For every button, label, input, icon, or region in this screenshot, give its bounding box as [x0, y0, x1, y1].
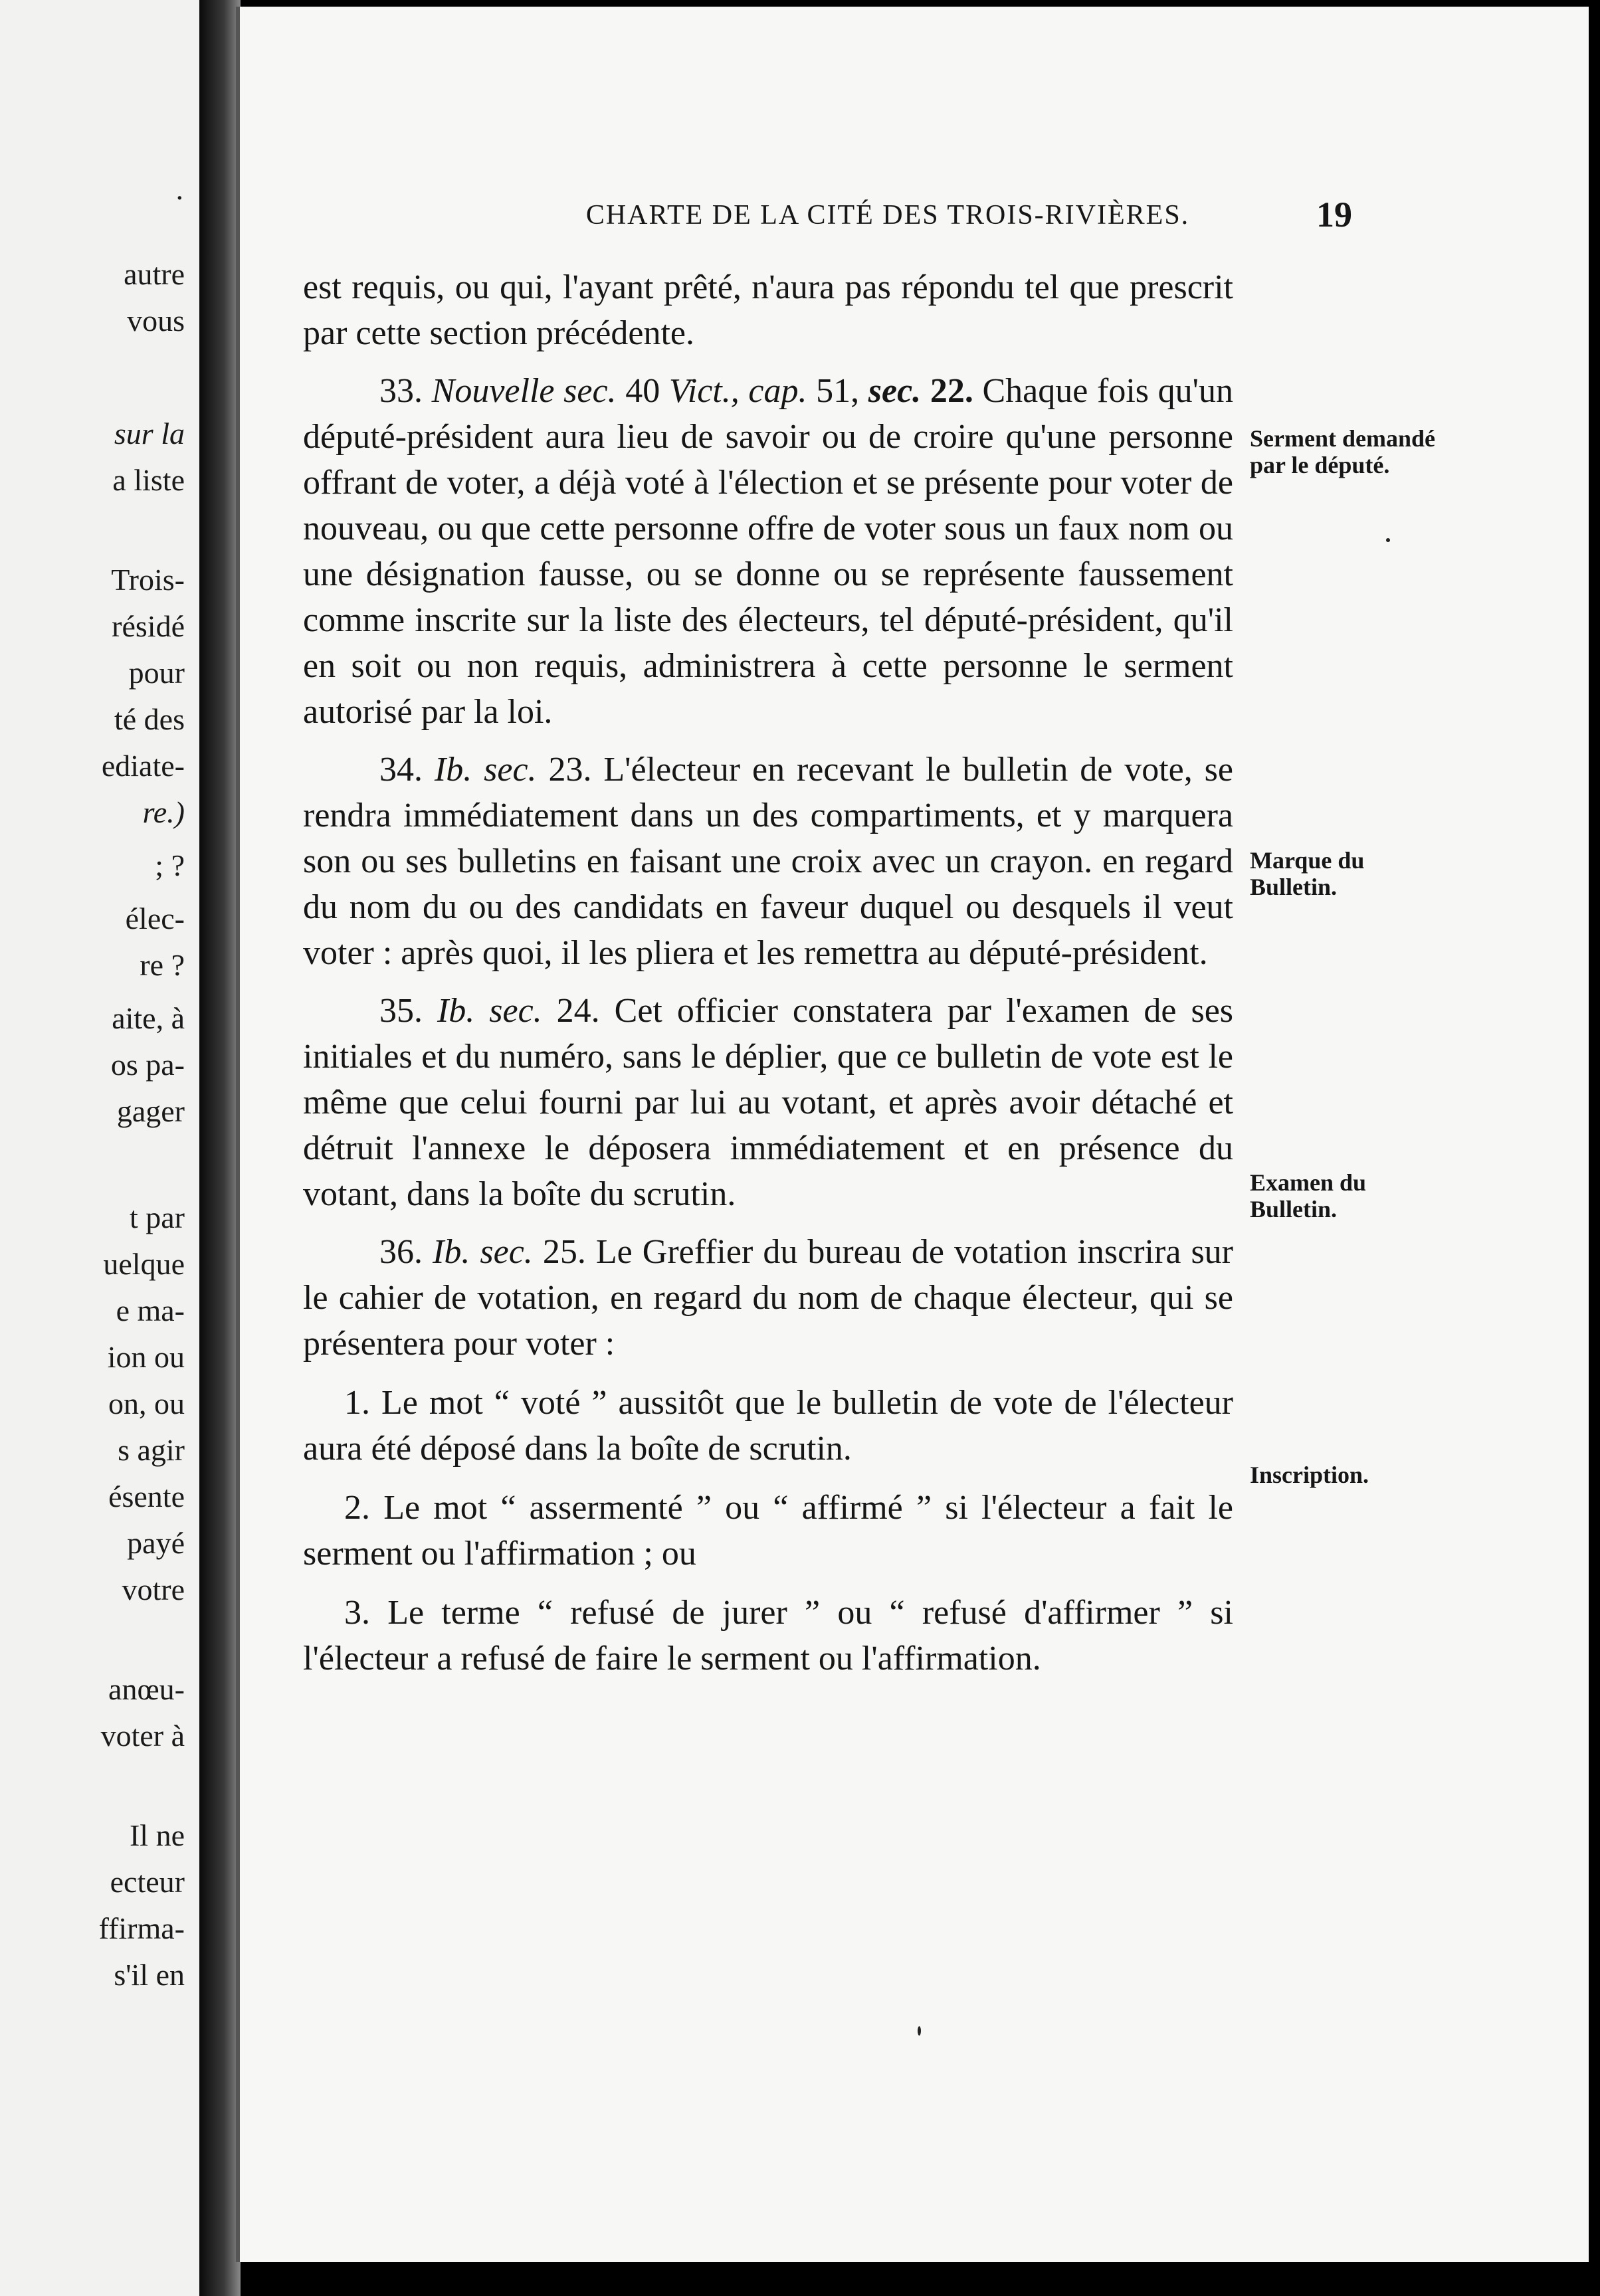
facing-page-line: élec-: [125, 902, 185, 935]
section-number: 24.: [556, 992, 600, 1030]
statute-reference-chapter: 51,: [816, 372, 860, 410]
facing-page-line: ·: [174, 181, 185, 215]
facing-page-line: gager: [116, 1094, 185, 1128]
facing-page-line: sur la: [114, 417, 185, 450]
item-text: Le terme “ refusé de jurer ” ou “ refusé d'affirmer ” si l'électeur a refusé de faire le serment ou l'affirmation.: [303, 1594, 1233, 1677]
facing-page-line: té des: [114, 702, 185, 736]
facing-page-line: ; ?: [155, 848, 185, 882]
paragraph-35: [303, 988, 1233, 1217]
facing-page-line: uelque: [103, 1247, 185, 1281]
paragraph-number: 34.: [379, 751, 423, 789]
facing-page-line: aite, à: [112, 1001, 185, 1035]
facing-page-line: re.): [142, 795, 185, 829]
facing-page-line: ecteur: [110, 1865, 185, 1899]
section-number: 23.: [548, 751, 592, 789]
facing-page-line: votre: [122, 1573, 185, 1606]
paragraph-continuation: est requis, ou qui, l'ayant prêté, n'aura pas répondu tel que prescrit par cette section précédente.: [303, 268, 1233, 352]
item-number: 3.: [344, 1594, 370, 1632]
page-number: 19: [1316, 195, 1352, 235]
paragraph-text: Chaque fois qu'un député-président aura lieu de savoir ou de croire qu'une personne offrant de voter, a déjà voté à l'élection et se présente pour voter de nouveau, ou que cette personne offre de voter sous un faux nom ou une désignation fausse, ou se donne ou se représente faussement comme inscrite sur la liste des électeurs, tel député-président, qu'il en soit ou non requis, administrera à cette personne le serment autorisé par la loi.: [303, 372, 1234, 731]
paper-speck: [1386, 538, 1390, 542]
statute-reference: Ib. sec.: [437, 992, 542, 1030]
section-label: sec.: [868, 372, 922, 410]
facing-page-line: s agir: [118, 1433, 185, 1467]
facing-page-line: autre: [124, 257, 185, 291]
paragraph-number: 33.: [379, 372, 423, 410]
facing-page-line: ésente: [108, 1480, 185, 1513]
facing-page-line: vous: [127, 304, 185, 337]
facing-page-line: a liste: [112, 463, 185, 497]
facing-page-fragment: [0, 0, 202, 2296]
statute-reference: Ib. sec.: [433, 1233, 533, 1271]
paragraph-33: [303, 368, 1233, 735]
statute-reference: Ib. sec.: [434, 751, 537, 789]
facing-page-line: anœu-: [108, 1672, 185, 1706]
statute-reference: Nouvelle sec.: [431, 372, 617, 410]
paragraph-number: 35.: [379, 992, 423, 1030]
book-gutter: [199, 0, 241, 2296]
facing-page-line: ediate-: [101, 749, 185, 783]
facing-page-line: s'il en: [114, 1958, 185, 1992]
facing-page-line: payé: [127, 1526, 185, 1560]
facing-page-line: os pa-: [110, 1048, 185, 1082]
facing-page-line: ion ou: [107, 1340, 185, 1374]
list-item-2: [303, 1485, 1233, 1577]
running-head: CHARTE DE LA CITÉ DES TROIS-RIVIÈRES.: [585, 200, 1190, 231]
book-page: [236, 7, 1589, 2262]
facing-page-line: t par: [129, 1200, 185, 1234]
item-number: 1.: [344, 1384, 370, 1422]
item-number: 2.: [344, 1489, 370, 1527]
margin-note-inscription: Inscription.: [1250, 1462, 1369, 1488]
margin-note-serment: Serment demandé par le député.: [1250, 425, 1435, 478]
facing-page-line: résidé: [112, 609, 185, 643]
section-number: 22.: [930, 372, 973, 410]
facing-page-line: Il ne: [129, 1818, 185, 1852]
facing-page-line: on, ou: [108, 1387, 185, 1420]
margin-note-examen: Examen du Bulletin.: [1250, 1169, 1367, 1222]
statute-reference-act: Vict., cap.: [668, 372, 807, 410]
paragraph-text: Le Greffier du bureau de votation inscrira sur le cahier de votation, en regard du nom de chaque électeur, qui se présentera pour voter :: [303, 1233, 1233, 1363]
statute-reference-number: 40: [625, 372, 660, 410]
body-text: [303, 264, 1233, 1681]
item-text: Le mot “ assermenté ” ou “ affirmé ” si l'électeur a fait le serment ou l'affirmation ; ou: [303, 1489, 1234, 1573]
paragraph-number: 36.: [379, 1233, 423, 1271]
item-text: Le mot “ voté ” aussitôt que le bulletin de vote de l'électeur aura été déposé dans la boîte de scrutin.: [303, 1384, 1233, 1468]
facing-page-line: voter à: [100, 1719, 185, 1753]
list-item-1: [303, 1380, 1233, 1472]
paragraph-text: L'électeur en recevant le bulletin de vote, se rendra immédiatement dans un des compartiments, et y marquera son ou ses bulletins en faisant une croix avec un crayon. en regard du nom du ou des candidats en faveur duquel ou desquels il veut voter : après quoi, il les pliera et les remettra au député-président.: [303, 751, 1233, 972]
list-item-3: [303, 1590, 1233, 1681]
section-number: 25.: [542, 1233, 586, 1271]
facing-page-line: pour: [128, 656, 185, 690]
paragraph-text: Cet officier constatera par l'examen de ses initiales et du numéro, sans le déplier, que ce bulletin de vote est le même que celui fourni par lui au votant, et après avoir détaché et détruit l'annexe le déposera immédiatement et en présence du votant, dans la boîte du scrutin.: [303, 992, 1234, 1213]
paragraph-34: [303, 747, 1233, 976]
paper-speck: [918, 2026, 921, 2036]
facing-page-line: Trois-: [111, 563, 185, 597]
margin-note-marque: Marque du Bulletin.: [1250, 847, 1365, 900]
facing-page-line: e ma-: [116, 1293, 185, 1327]
facing-page-line: re ?: [140, 948, 185, 982]
paragraph-36: [303, 1229, 1233, 1367]
facing-page-line: ffirma-: [98, 1911, 185, 1945]
